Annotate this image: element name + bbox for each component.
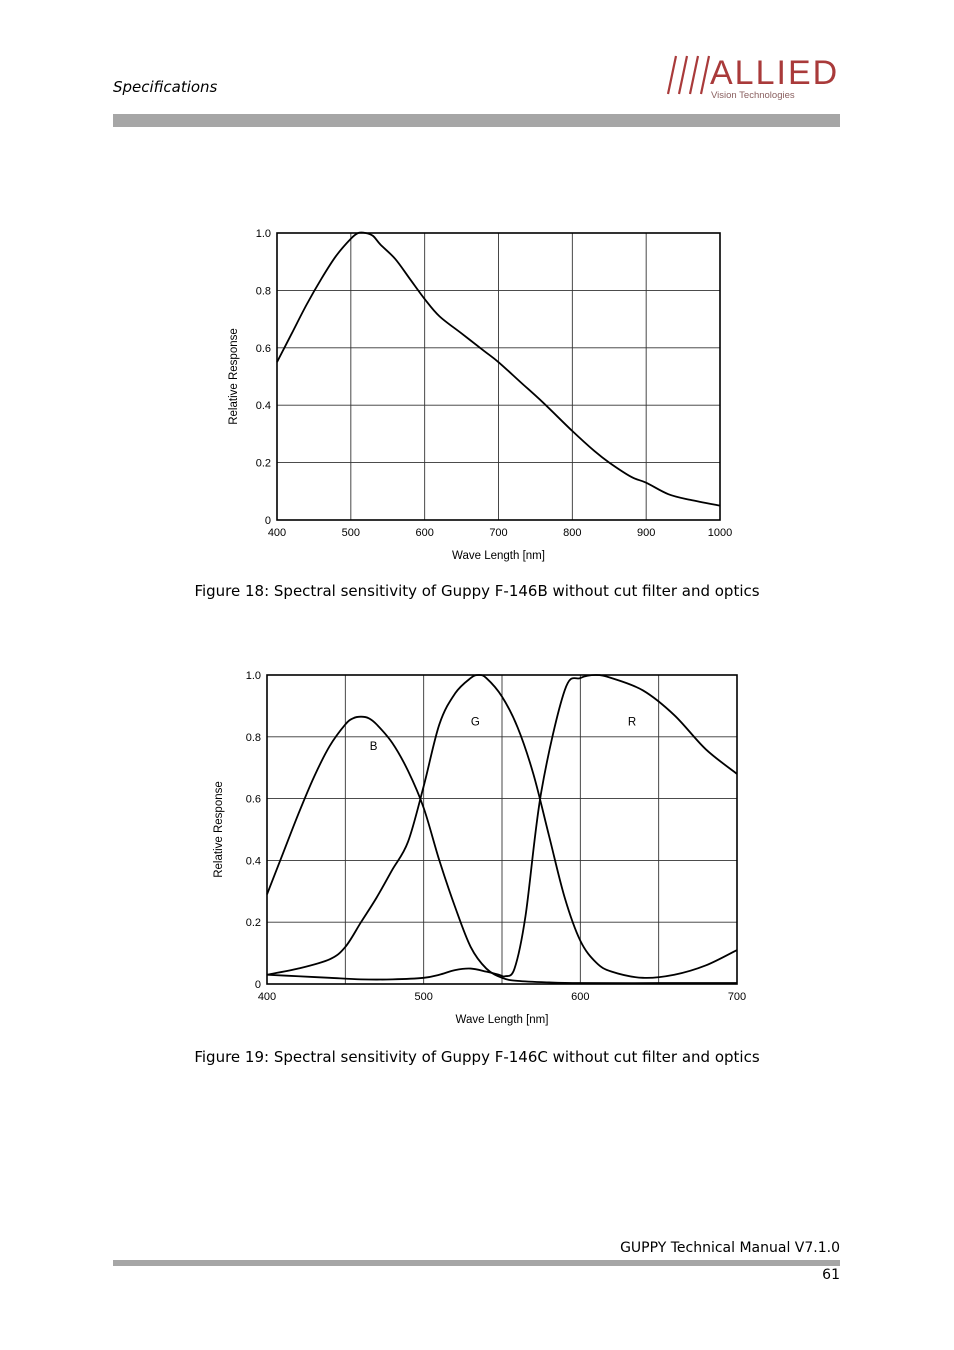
x-tick-label: 700 — [489, 527, 508, 539]
x-tick-label: 700 — [727, 991, 747, 1003]
annotation-label-b: B — [369, 741, 378, 754]
x-tick-label: 600 — [571, 991, 590, 1003]
figure-18-caption: Figure 18: Spectral sensitivity of Guppy F-146B without cut filter and optics — [194, 582, 760, 600]
page-number: 61 — [822, 1267, 840, 1283]
footer-rule — [113, 1260, 840, 1266]
y-tick-label: 0.4 — [255, 400, 271, 413]
logo-wordmark: ALLIED — [710, 54, 840, 92]
chart-figure-18 — [220, 222, 750, 567]
y-tick-label: 0.4 — [245, 855, 261, 868]
y-tick-label: 0.6 — [255, 342, 271, 355]
allied-logo-icon — [664, 52, 844, 102]
x-tick-label: 500 — [414, 991, 433, 1003]
company-logo — [664, 52, 844, 102]
x-tick-label: 500 — [341, 527, 361, 539]
x-tick-label: 1000 — [707, 527, 733, 539]
figure-19-caption: Figure 19: Spectral sensitivity of Guppy F-146C without cut filter and optics — [194, 1048, 760, 1066]
x-tick-label: 900 — [636, 527, 656, 539]
x-tick-label: 800 — [563, 527, 582, 539]
y-tick-label: 0.2 — [255, 457, 271, 470]
y-tick-label: 0.6 — [245, 793, 261, 806]
logo-tagline: Vision Technologies — [711, 90, 795, 101]
y-axis-label: Relative Response — [213, 781, 225, 878]
y-tick-label: 0.2 — [245, 917, 261, 930]
y-axis-label: Relative Response — [228, 328, 240, 425]
annotation-label-g: G — [470, 716, 480, 729]
x-tick-label: 400 — [267, 527, 287, 539]
x-axis-label: Wave Length [nm] — [452, 550, 545, 562]
footer-manual-title: GUPPY Technical Manual V7.1.0 — [620, 1240, 840, 1256]
y-tick-label: 1.0 — [245, 670, 261, 682]
annotation-label-r: R — [627, 716, 637, 729]
y-tick-label: 0 — [264, 515, 271, 527]
y-tick-label: 0.8 — [255, 285, 271, 298]
chart-figure-19 — [205, 662, 765, 1032]
x-tick-label: 600 — [415, 527, 434, 539]
header-rule — [113, 114, 840, 127]
y-tick-label: 0 — [254, 979, 261, 991]
section-title: Specifications — [113, 78, 218, 96]
y-tick-label: 0.8 — [245, 731, 261, 744]
x-axis-label: Wave Length [nm] — [455, 1014, 549, 1026]
y-tick-label: 1.0 — [255, 228, 271, 240]
x-tick-label: 400 — [257, 991, 277, 1003]
